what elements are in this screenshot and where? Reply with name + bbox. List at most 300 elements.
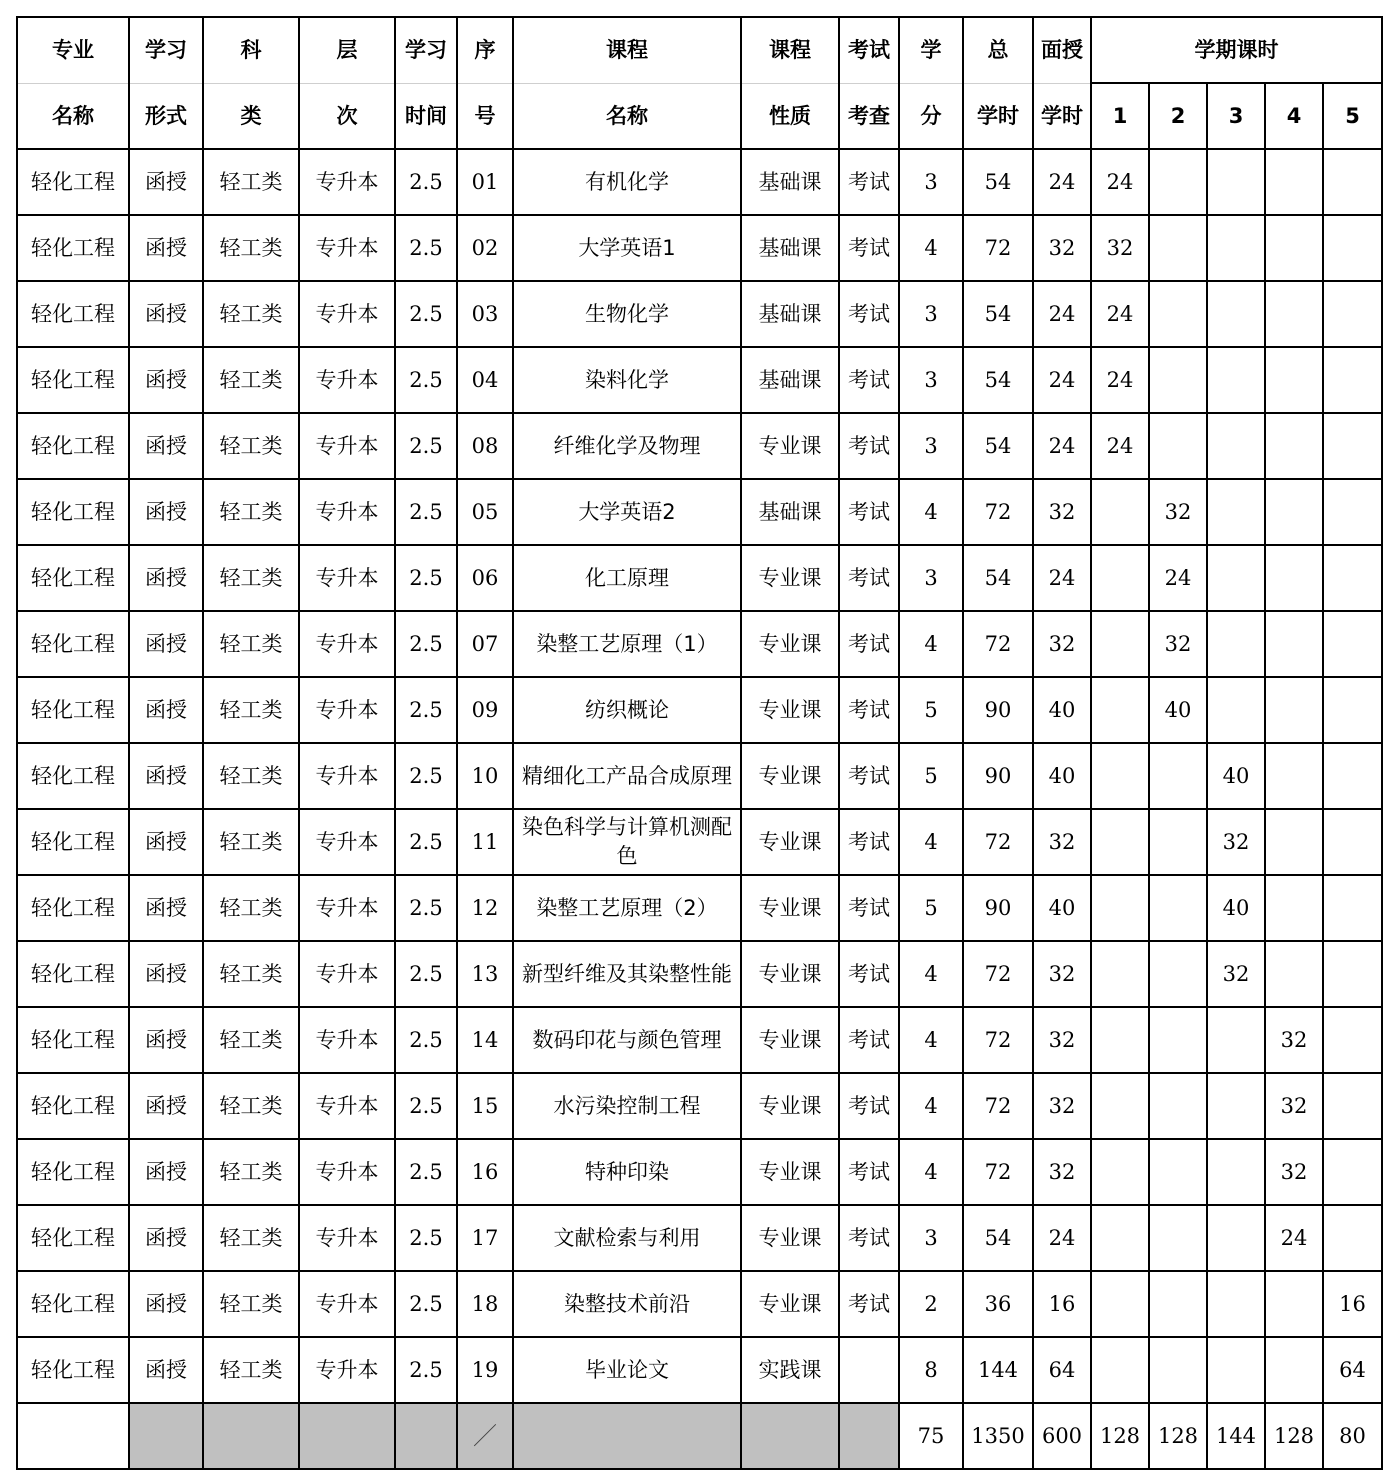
semester-hours-cell [1149, 347, 1207, 413]
credits-cell: 5 [899, 677, 963, 743]
totals-shaded-cell [299, 1403, 395, 1469]
level-cell: 专升本 [299, 149, 395, 215]
semester-number-header: 1 [1091, 83, 1149, 149]
total-hours-cell: 54 [963, 347, 1033, 413]
semester-hours-cell [1265, 611, 1323, 677]
total-hours-sum-cell: 1350 [963, 1403, 1033, 1469]
contact-hours-cell: 32 [1033, 809, 1091, 875]
course-number-cell: 17 [457, 1205, 513, 1271]
credits-cell: 4 [899, 479, 963, 545]
table-row [17, 1073, 1382, 1139]
semester-hours-cell [1207, 479, 1265, 545]
study-years-cell: 2.5 [395, 479, 457, 545]
course-name-cell: 数码印花与颜色管理 [513, 1007, 741, 1073]
semester-hours-cell [1265, 413, 1323, 479]
level-cell: 专升本 [299, 1337, 395, 1403]
study-form-cell: 函授 [129, 941, 203, 1007]
category-cell: 轻工类 [203, 479, 299, 545]
course-type-cell: 专业课 [741, 1073, 839, 1139]
contact-hours-cell: 64 [1033, 1337, 1091, 1403]
totals-shaded-cell [395, 1403, 457, 1469]
course-type-cell: 基础课 [741, 149, 839, 215]
contact-hours-cell: 40 [1033, 743, 1091, 809]
study-form-cell: 函授 [129, 1139, 203, 1205]
header-cell: 序 [457, 17, 513, 83]
exam-type-cell: 考试 [839, 941, 899, 1007]
study-years-cell: 2.5 [395, 545, 457, 611]
course-type-cell: 实践课 [741, 1337, 839, 1403]
study-years-cell: 2.5 [395, 1007, 457, 1073]
category-cell: 轻工类 [203, 611, 299, 677]
semester-hours-cell [1149, 281, 1207, 347]
semester-hours-cell [1265, 809, 1323, 875]
study-years-cell: 2.5 [395, 281, 457, 347]
course-name-cell: 生物化学 [513, 281, 741, 347]
course-number-cell: 05 [457, 479, 513, 545]
study-form-cell: 函授 [129, 215, 203, 281]
semester-hours-cell [1207, 149, 1265, 215]
category-cell: 轻工类 [203, 347, 299, 413]
semester-hours-cell [1323, 545, 1382, 611]
contact-hours-cell: 32 [1033, 611, 1091, 677]
semester-hours-cell [1207, 1205, 1265, 1271]
total-hours-cell: 72 [963, 611, 1033, 677]
study-form-cell: 函授 [129, 149, 203, 215]
semester-hours-cell: 40 [1207, 875, 1265, 941]
semester-hours-cell: 24 [1149, 545, 1207, 611]
study-years-cell: 2.5 [395, 1073, 457, 1139]
level-cell: 专升本 [299, 413, 395, 479]
credits-cell: 2 [899, 1271, 963, 1337]
course-number-cell: 03 [457, 281, 513, 347]
semester-hours-cell: 24 [1091, 281, 1149, 347]
study-years-cell: 2.5 [395, 347, 457, 413]
exam-type-cell [839, 1337, 899, 1403]
level-cell: 专升本 [299, 941, 395, 1007]
level-cell: 专升本 [299, 1139, 395, 1205]
total-hours-cell: 54 [963, 413, 1033, 479]
level-cell: 专升本 [299, 1271, 395, 1337]
semester-hours-cell: 24 [1091, 347, 1149, 413]
course-type-cell: 专业课 [741, 677, 839, 743]
major-cell: 轻化工程 [17, 809, 129, 875]
category-cell: 轻工类 [203, 1205, 299, 1271]
study-years-cell: 2.5 [395, 1271, 457, 1337]
level-cell: 专升本 [299, 743, 395, 809]
course-number-cell: 13 [457, 941, 513, 1007]
semester-hours-cell [1091, 1073, 1149, 1139]
header-cell: 形式 [129, 83, 203, 149]
semester-hours-cell [1265, 1337, 1323, 1403]
category-cell: 轻工类 [203, 1073, 299, 1139]
semester-hours-cell [1323, 215, 1382, 281]
study-years-cell: 2.5 [395, 941, 457, 1007]
study-form-cell: 函授 [129, 479, 203, 545]
category-cell: 轻工类 [203, 809, 299, 875]
course-number-cell: 02 [457, 215, 513, 281]
contact-hours-cell: 24 [1033, 413, 1091, 479]
contact-hours-cell: 32 [1033, 215, 1091, 281]
contact-hours-cell: 24 [1033, 149, 1091, 215]
exam-type-cell: 考试 [839, 809, 899, 875]
study-years-cell: 2.5 [395, 677, 457, 743]
course-type-cell: 专业课 [741, 1007, 839, 1073]
semester-number-header: 3 [1207, 83, 1265, 149]
table-row [17, 743, 1382, 809]
course-number-cell: 11 [457, 809, 513, 875]
major-cell: 轻化工程 [17, 215, 129, 281]
semester-hours-cell [1149, 1007, 1207, 1073]
table-row [17, 809, 1382, 875]
semester-hours-cell [1323, 347, 1382, 413]
study-form-cell: 函授 [129, 809, 203, 875]
header-cell: 面授 [1033, 17, 1091, 83]
totals-row [17, 1403, 1382, 1469]
category-cell: 轻工类 [203, 545, 299, 611]
semester-hours-cell [1091, 1271, 1149, 1337]
exam-type-cell: 考试 [839, 1073, 899, 1139]
study-form-cell: 函授 [129, 677, 203, 743]
course-type-cell: 专业课 [741, 809, 839, 875]
semester-hours-cell [1265, 215, 1323, 281]
credits-cell: 3 [899, 413, 963, 479]
semester-hours-cell [1265, 281, 1323, 347]
semester-hours-cell [1091, 545, 1149, 611]
header-cell: 总 [963, 17, 1033, 83]
course-schedule-table [16, 16, 1383, 1470]
course-name-cell: 文献检索与利用 [513, 1205, 741, 1271]
total-hours-cell: 72 [963, 809, 1033, 875]
semester-hours-cell [1207, 1073, 1265, 1139]
contact-hours-cell: 32 [1033, 1073, 1091, 1139]
exam-type-cell: 考试 [839, 743, 899, 809]
semester-hours-cell [1149, 875, 1207, 941]
major-cell: 轻化工程 [17, 875, 129, 941]
semester-total-cell: 128 [1265, 1403, 1323, 1469]
totals-shaded-cell [741, 1403, 839, 1469]
semester-hours-cell [1091, 1007, 1149, 1073]
contact-hours-cell: 24 [1033, 545, 1091, 611]
major-cell: 轻化工程 [17, 281, 129, 347]
course-number-cell: 14 [457, 1007, 513, 1073]
totals-shaded-cell [203, 1403, 299, 1469]
total-hours-cell: 54 [963, 281, 1033, 347]
course-type-cell: 基础课 [741, 347, 839, 413]
semester-hours-cell: 64 [1323, 1337, 1382, 1403]
study-form-cell: 函授 [129, 611, 203, 677]
course-number-cell: 04 [457, 347, 513, 413]
major-cell: 轻化工程 [17, 545, 129, 611]
table-row [17, 281, 1382, 347]
credits-cell: 3 [899, 347, 963, 413]
total-hours-cell: 72 [963, 479, 1033, 545]
course-type-cell: 基础课 [741, 281, 839, 347]
totals-shaded-cell [129, 1403, 203, 1469]
contact-hours-cell: 32 [1033, 1139, 1091, 1205]
semester-hours-cell [1091, 677, 1149, 743]
exam-type-cell: 考试 [839, 611, 899, 677]
category-cell: 轻工类 [203, 743, 299, 809]
semester-hours-cell [1265, 743, 1323, 809]
table-row [17, 545, 1382, 611]
contact-hours-cell: 32 [1033, 941, 1091, 1007]
semester-hours-cell [1207, 1271, 1265, 1337]
header-cell: 时间 [395, 83, 457, 149]
semester-hours-cell [1323, 611, 1382, 677]
course-number-cell: 15 [457, 1073, 513, 1139]
semester-hours-cell [1149, 743, 1207, 809]
semester-hours-cell [1149, 1073, 1207, 1139]
exam-type-cell: 考试 [839, 545, 899, 611]
course-number-cell: 01 [457, 149, 513, 215]
course-name-cell: 染整技术前沿 [513, 1271, 741, 1337]
semester-hours-cell [1149, 941, 1207, 1007]
semester-total-cell: 128 [1091, 1403, 1149, 1469]
semester-hours-cell [1323, 1073, 1382, 1139]
table-row [17, 347, 1382, 413]
semester-number-header: 4 [1265, 83, 1323, 149]
study-form-cell: 函授 [129, 743, 203, 809]
exam-type-cell: 考试 [839, 413, 899, 479]
course-type-cell: 专业课 [741, 1205, 839, 1271]
contact-hours-cell: 40 [1033, 875, 1091, 941]
total-hours-cell: 54 [963, 149, 1033, 215]
exam-type-cell: 考试 [839, 281, 899, 347]
contact-hours-cell: 24 [1033, 281, 1091, 347]
total-hours-cell: 72 [963, 941, 1033, 1007]
table-row [17, 941, 1382, 1007]
contact-hours-cell: 24 [1033, 347, 1091, 413]
totals-shaded-cell [839, 1403, 899, 1469]
contact-hours-cell: 24 [1033, 1205, 1091, 1271]
category-cell: 轻工类 [203, 1337, 299, 1403]
major-cell: 轻化工程 [17, 677, 129, 743]
semester-hours-cell [1265, 479, 1323, 545]
semester-hours-cell [1091, 1139, 1149, 1205]
credits-cell: 3 [899, 1205, 963, 1271]
course-type-cell: 专业课 [741, 545, 839, 611]
semester-total-cell: 80 [1323, 1403, 1382, 1469]
course-type-cell: 专业课 [741, 611, 839, 677]
semester-hours-cell: 32 [1149, 479, 1207, 545]
semester-hours-cell [1323, 1139, 1382, 1205]
header-cell: 课程 [513, 17, 741, 83]
semester-hours-cell [1323, 677, 1382, 743]
semester-hours-cell [1149, 809, 1207, 875]
course-number-cell: 10 [457, 743, 513, 809]
exam-type-cell: 考试 [839, 1271, 899, 1337]
header-cell: 层 [299, 17, 395, 83]
credits-cell: 3 [899, 149, 963, 215]
course-name-cell: 大学英语2 [513, 479, 741, 545]
header-cell: 学时 [1033, 83, 1091, 149]
course-number-cell: 12 [457, 875, 513, 941]
semester-hours-cell: 32 [1265, 1139, 1323, 1205]
credits-cell: 3 [899, 545, 963, 611]
contact-hours-cell: 16 [1033, 1271, 1091, 1337]
category-cell: 轻工类 [203, 281, 299, 347]
semester-hours-cell: 32 [1265, 1007, 1323, 1073]
credits-cell: 4 [899, 941, 963, 1007]
header-cell: 号 [457, 83, 513, 149]
semester-hours-cell: 24 [1091, 413, 1149, 479]
exam-type-cell: 考试 [839, 1007, 899, 1073]
study-form-cell: 函授 [129, 347, 203, 413]
category-cell: 轻工类 [203, 1139, 299, 1205]
header-cell: 名称 [17, 83, 129, 149]
table-header [17, 17, 1382, 149]
study-form-cell: 函授 [129, 875, 203, 941]
semester-hours-cell [1323, 281, 1382, 347]
semester-hours-cell [1207, 545, 1265, 611]
major-cell: 轻化工程 [17, 479, 129, 545]
semester-hours-cell [1265, 347, 1323, 413]
course-name-cell: 特种印染 [513, 1139, 741, 1205]
header-cell: 类 [203, 83, 299, 149]
semester-hours-cell [1091, 1337, 1149, 1403]
credits-cell: 5 [899, 743, 963, 809]
semester-hours-cell [1091, 809, 1149, 875]
major-cell: 轻化工程 [17, 1205, 129, 1271]
exam-type-cell: 考试 [839, 479, 899, 545]
header-cell: 性质 [741, 83, 839, 149]
header-cell: 学习 [395, 17, 457, 83]
semester-hours-cell: 32 [1207, 809, 1265, 875]
semester-hours-cell [1091, 875, 1149, 941]
course-name-cell: 纤维化学及物理 [513, 413, 741, 479]
study-form-cell: 函授 [129, 1073, 203, 1139]
total-hours-cell: 54 [963, 1205, 1033, 1271]
semester-hours-cell [1091, 1205, 1149, 1271]
semester-hours-cell [1091, 611, 1149, 677]
course-number-cell: 09 [457, 677, 513, 743]
study-form-cell: 函授 [129, 1337, 203, 1403]
semester-hours-cell [1207, 1007, 1265, 1073]
level-cell: 专升本 [299, 611, 395, 677]
credits-cell: 5 [899, 875, 963, 941]
credits-cell: 3 [899, 281, 963, 347]
level-cell: 专升本 [299, 1073, 395, 1139]
major-cell: 轻化工程 [17, 1073, 129, 1139]
slash-mark: ／ [473, 1421, 497, 1450]
course-number-cell: 16 [457, 1139, 513, 1205]
study-years-cell: 2.5 [395, 413, 457, 479]
study-years-cell: 2.5 [395, 149, 457, 215]
category-cell: 轻工类 [203, 875, 299, 941]
study-years-cell: 2.5 [395, 809, 457, 875]
table-row [17, 479, 1382, 545]
semester-hours-cell [1149, 1337, 1207, 1403]
total-hours-cell: 90 [963, 677, 1033, 743]
course-name-cell: 染色科学与计算机测配色 [513, 809, 741, 875]
exam-type-cell: 考试 [839, 1139, 899, 1205]
study-form-cell: 函授 [129, 281, 203, 347]
semester-hours-cell: 24 [1265, 1205, 1323, 1271]
contact-hours-cell: 32 [1033, 1007, 1091, 1073]
course-name-cell: 染整工艺原理（2） [513, 875, 741, 941]
total-hours-cell: 54 [963, 545, 1033, 611]
header-cell: 分 [899, 83, 963, 149]
course-name-cell: 化工原理 [513, 545, 741, 611]
semester-hours-cell [1323, 1205, 1382, 1271]
semester-hours-cell [1207, 1139, 1265, 1205]
semester-hours-cell [1091, 941, 1149, 1007]
semester-hours-cell [1091, 743, 1149, 809]
semester-hours-cell [1265, 941, 1323, 1007]
semester-hours-cell [1207, 215, 1265, 281]
category-cell: 轻工类 [203, 149, 299, 215]
level-cell: 专升本 [299, 1205, 395, 1271]
total-hours-cell: 90 [963, 875, 1033, 941]
total-credits-cell: 75 [899, 1403, 963, 1469]
course-type-cell: 专业课 [741, 1271, 839, 1337]
totals-slash-cell [457, 1403, 513, 1469]
semester-hours-cell: 32 [1149, 611, 1207, 677]
semester-hours-cell [1265, 1271, 1323, 1337]
total-contact-hours-cell: 600 [1033, 1403, 1091, 1469]
table-body [17, 149, 1382, 1469]
course-name-cell: 有机化学 [513, 149, 741, 215]
header-cell: 学 [899, 17, 963, 83]
totals-blank-cell [17, 1403, 129, 1469]
contact-hours-cell: 40 [1033, 677, 1091, 743]
major-cell: 轻化工程 [17, 1337, 129, 1403]
category-cell: 轻工类 [203, 941, 299, 1007]
semester-number-header: 5 [1323, 83, 1382, 149]
course-number-cell: 19 [457, 1337, 513, 1403]
study-years-cell: 2.5 [395, 743, 457, 809]
category-cell: 轻工类 [203, 413, 299, 479]
semester-hours-cell [1265, 875, 1323, 941]
semester-hours-cell [1323, 479, 1382, 545]
table-row [17, 1271, 1382, 1337]
major-cell: 轻化工程 [17, 1139, 129, 1205]
study-years-cell: 2.5 [395, 1139, 457, 1205]
semester-hours-cell [1149, 1139, 1207, 1205]
course-type-cell: 专业课 [741, 743, 839, 809]
level-cell: 专升本 [299, 677, 395, 743]
study-form-cell: 函授 [129, 1205, 203, 1271]
major-cell: 轻化工程 [17, 611, 129, 677]
semester-hours-cell: 16 [1323, 1271, 1382, 1337]
total-hours-cell: 36 [963, 1271, 1033, 1337]
header-cell: 专业 [17, 17, 129, 83]
table-row [17, 1205, 1382, 1271]
semester-hours-cell [1207, 1337, 1265, 1403]
semester-number-header: 2 [1149, 83, 1207, 149]
header-cell: 名称 [513, 83, 741, 149]
level-cell: 专升本 [299, 347, 395, 413]
credits-cell: 4 [899, 809, 963, 875]
total-hours-cell: 72 [963, 1139, 1033, 1205]
course-type-cell: 专业课 [741, 941, 839, 1007]
semester-hours-cell [1149, 413, 1207, 479]
exam-type-cell: 考试 [839, 875, 899, 941]
course-name-cell: 毕业论文 [513, 1337, 741, 1403]
table-row [17, 215, 1382, 281]
category-cell: 轻工类 [203, 1271, 299, 1337]
exam-type-cell: 考试 [839, 149, 899, 215]
level-cell: 专升本 [299, 479, 395, 545]
major-cell: 轻化工程 [17, 941, 129, 1007]
study-form-cell: 函授 [129, 545, 203, 611]
course-name-cell: 大学英语1 [513, 215, 741, 281]
study-years-cell: 2.5 [395, 1205, 457, 1271]
total-hours-cell: 90 [963, 743, 1033, 809]
total-hours-cell: 72 [963, 1073, 1033, 1139]
course-number-cell: 07 [457, 611, 513, 677]
course-name-cell: 纺织概论 [513, 677, 741, 743]
